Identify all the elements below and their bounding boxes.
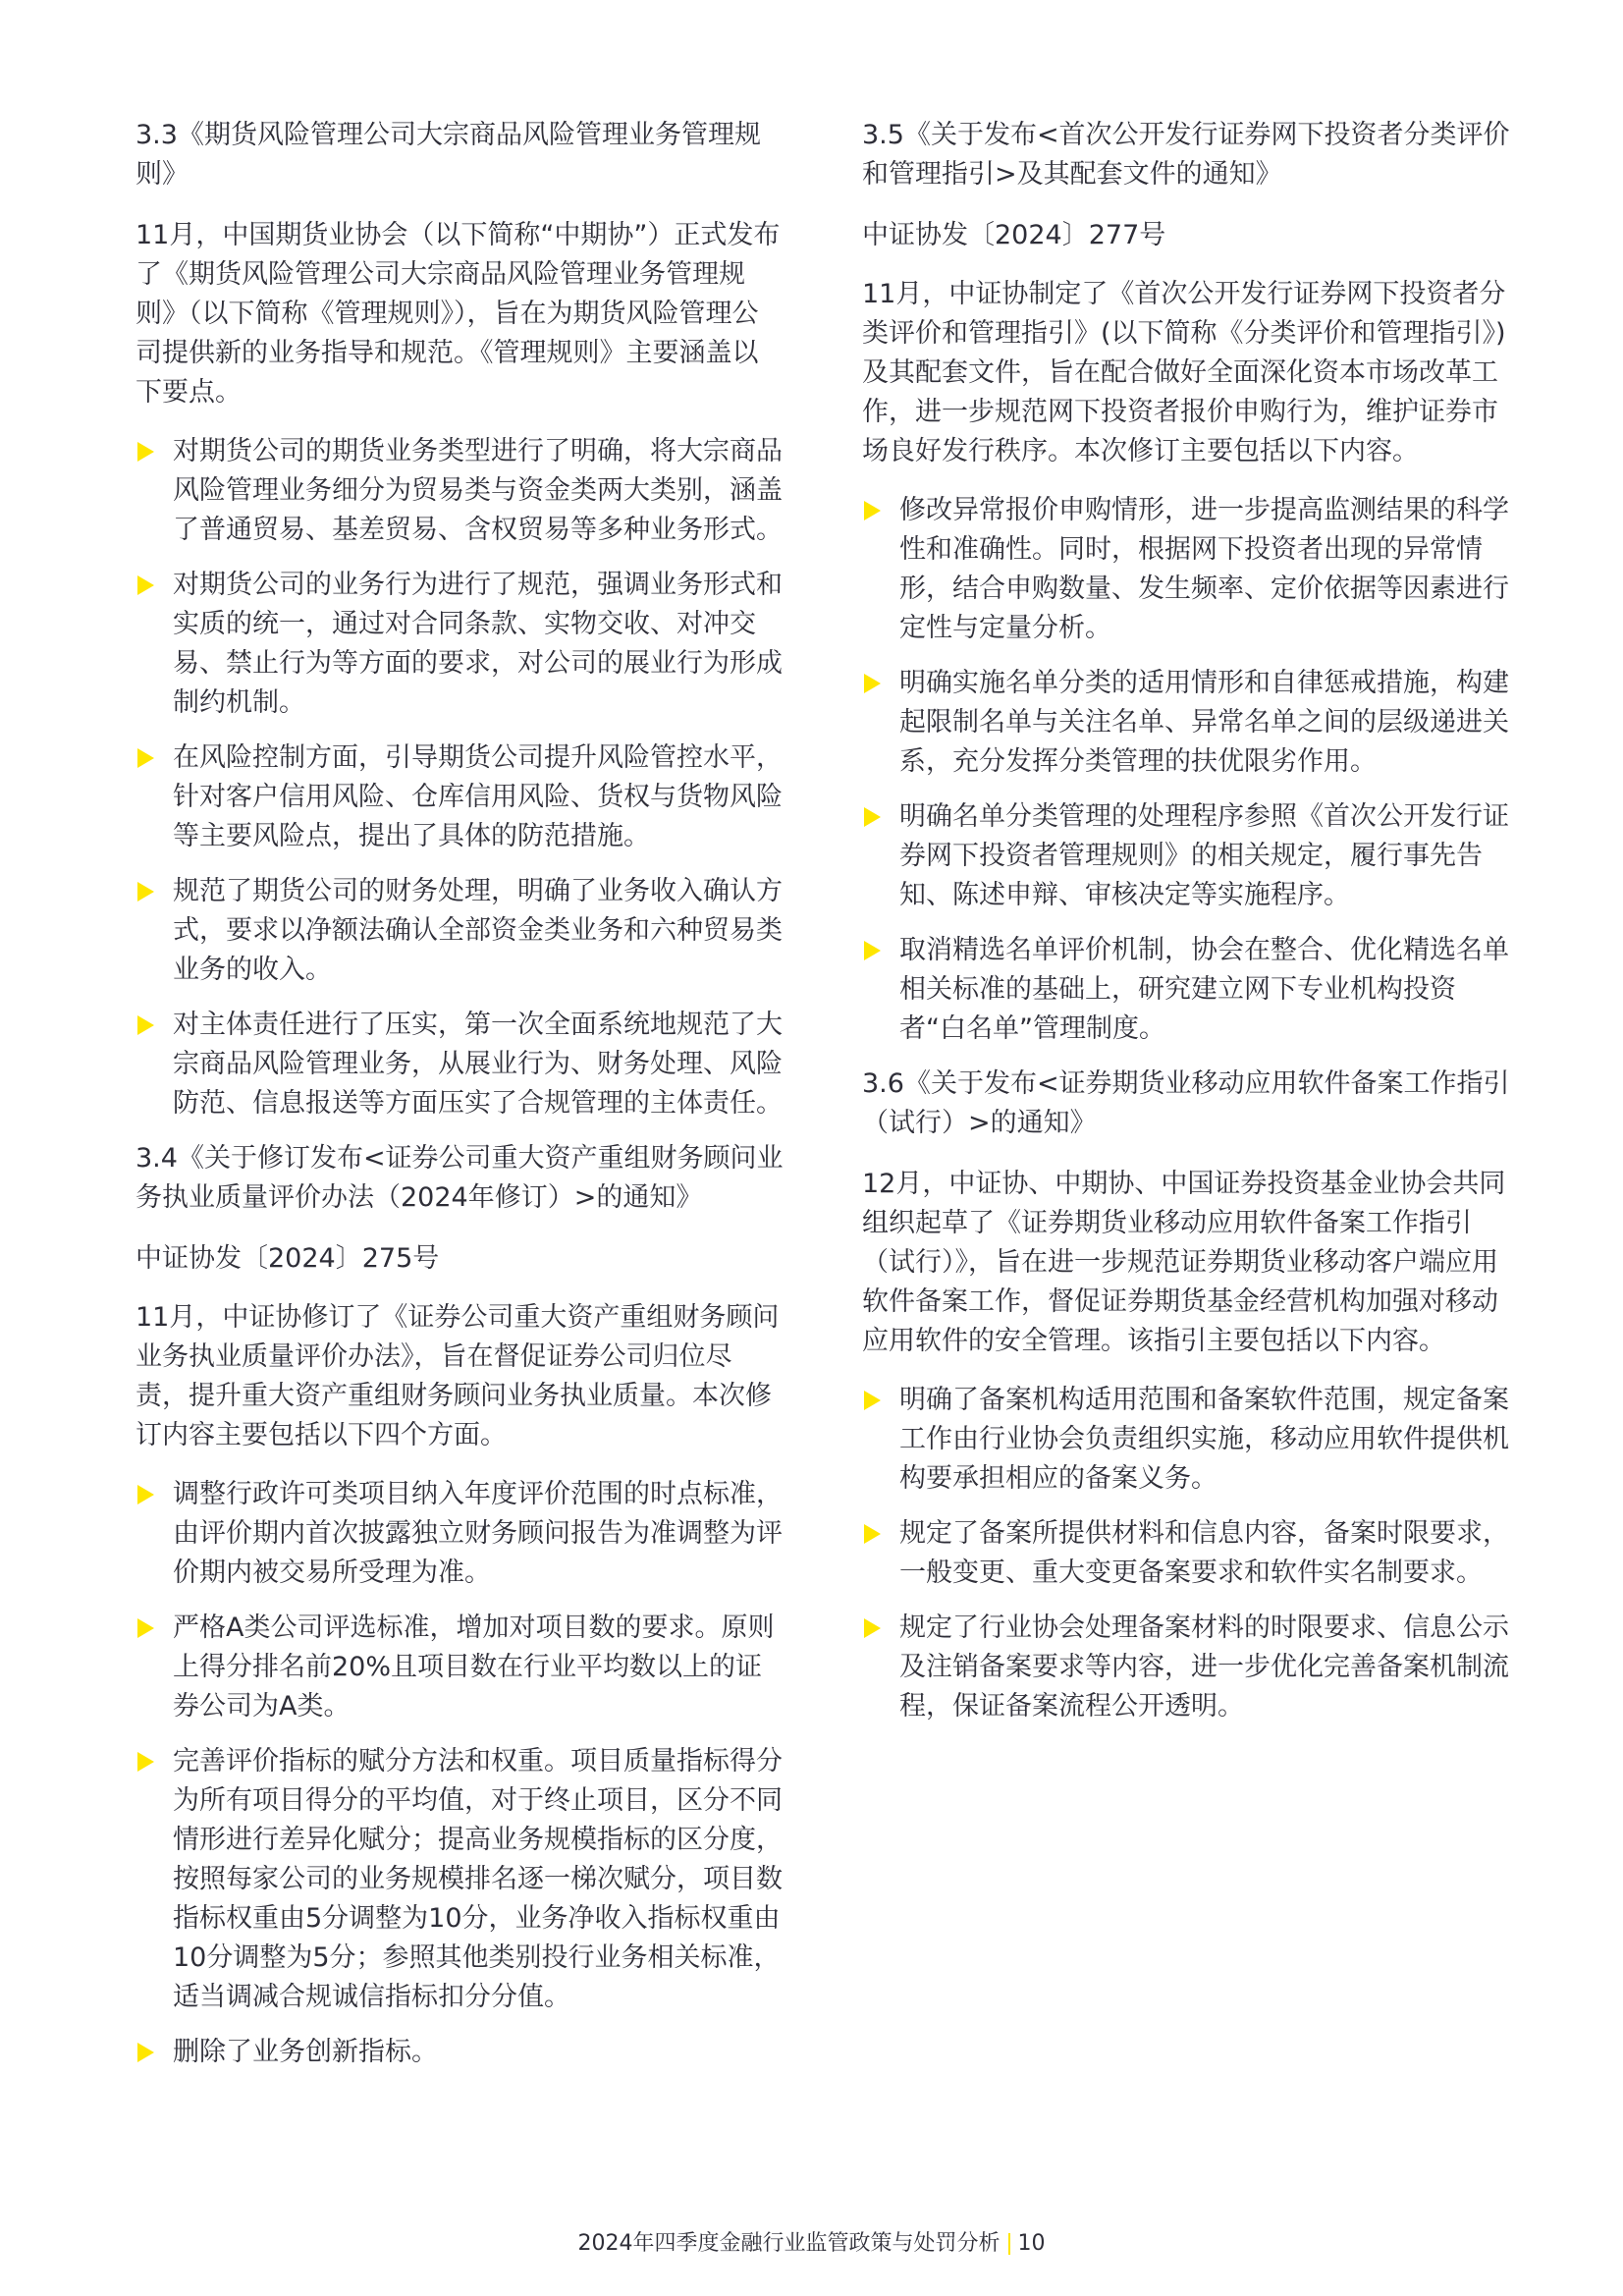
list-item-text: 规范了期货公司的财务处理，明确了业务收入确认方式，要求以净额法确认全部资金类业务和六种贸易类业务的收入。	[173, 876, 783, 985]
list-item	[135, 1475, 784, 1593]
section-intro: 11月，中证协制定了《首次公开发行证券网下投资者分类评价和管理指引》(以下简称《分类评价和管理指引》)及其配套文件，旨在配合做好全面深化资本市场改革工作，进一步规范网下投资者报价申购行为，维护证券市场良好发行秩序。本次修订主要包括以下内容。	[862, 279, 1506, 466]
bullet-list	[862, 1381, 1510, 1726]
list-item	[135, 1006, 784, 1123]
section-title: 3.6《关于发布<证券期货业移动应用软件备案工作指引（试行）>的通知》	[862, 1068, 1510, 1138]
document-number: 中证协发〔2024〕275号	[135, 1243, 440, 1274]
list-item-text: 规定了行业协会处理备案材料的时限要求、信息公示及注销备案要求等内容，进一步优化完善备案机制流程，保证备案流程公开透明。	[899, 1613, 1509, 1722]
list-item	[135, 1609, 784, 1726]
list-item	[862, 931, 1510, 1049]
right-column	[862, 116, 1510, 1742]
list-item	[862, 1514, 1510, 1593]
section-title: 3.4《关于修订发布<证券公司重大资产重组财务顾问业务执业质量评价办法（2024年修订）>的通知》	[135, 1143, 784, 1213]
left-column	[135, 116, 784, 2088]
list-item-text: 完善评价指标的赋分方法和权重。项目质量指标得分为所有项目得分的平均值，对于终止项目，区分不同情形进行差异化赋分；提高业务规模指标的区分度，按照每家公司的业务规模排名逐一梯次赋分，项目数指标权重由5分调整为10分，业务净收入指标权重由10分调整为5分；参照其他类别投行业务相关标准，适当调减合规诚信指标扣分分值。	[173, 1746, 783, 2012]
triangle-bullet-icon	[137, 1485, 154, 1504]
list-item	[862, 664, 1510, 782]
list-item-text: 对主体责任进行了压实，第一次全面系统地规范了大宗商品风险管理业务，从展业行为、财务处理、风险防范、信息报送等方面压实了合规管理的主体责任。	[173, 1010, 783, 1119]
list-item-text: 明确实施名单分类的适用情形和自律惩戒措施，构建起限制名单与关注名单、异常名单之间的层级递进关系，充分发挥分类管理的扶优限劣作用。	[899, 668, 1509, 777]
list-item-text: 在风险控制方面，引导期货公司提升风险管控水平，针对客户信用风险、仓库信用风险、货权与货物风险等主要风险点，提出了具体的防范措施。	[173, 742, 783, 851]
bullet-list	[862, 491, 1510, 1049]
section-intro: 11月，中证协修订了《证券公司重大资产重组财务顾问业务执业质量评价办法》，旨在督促证券公司归位尽责，提升重大资产重组财务顾问业务执业质量。本次修订内容主要包括以下四个方面。	[135, 1302, 780, 1450]
list-item	[862, 1381, 1510, 1499]
triangle-bullet-icon	[137, 2043, 154, 2062]
list-item-text: 对期货公司的期货业务类型进行了明确，将大宗商品风险管理业务细分为贸易类与资金类两大类别，涵盖了普通贸易、基差贸易、含权贸易等多种业务形式。	[173, 436, 783, 545]
list-item	[862, 1609, 1510, 1726]
list-item	[862, 797, 1510, 915]
section-3-6	[862, 1065, 1510, 1726]
list-item-text: 明确了备案机构适用范围和备案软件范围，规定备案工作由行业协会负责组织实施，移动应用软件提供机构要承担相应的备案义务。	[899, 1385, 1509, 1494]
triangle-bullet-icon	[137, 1015, 154, 1035]
list-item	[862, 491, 1510, 648]
list-item	[135, 872, 784, 990]
list-item	[135, 566, 784, 723]
triangle-bullet-icon	[864, 807, 881, 827]
triangle-bullet-icon	[137, 1752, 154, 1772]
triangle-bullet-icon	[137, 442, 154, 462]
section-3-3	[135, 116, 784, 1123]
triangle-bullet-icon	[137, 882, 154, 902]
triangle-bullet-icon	[864, 941, 881, 960]
section-title: 3.5《关于发布<首次公开发行证券网下投资者分类评价和管理指引>及其配套文件的通知》	[862, 120, 1510, 190]
list-item-text: 删除了业务创新指标。	[173, 2037, 438, 2067]
triangle-bullet-icon	[137, 748, 154, 768]
footer-separator	[1008, 2233, 1010, 2255]
list-item	[135, 2033, 784, 2072]
document-number: 中证协发〔2024〕277号	[862, 220, 1166, 250]
bullet-list	[135, 432, 784, 1123]
list-item-text: 调整行政许可类项目纳入年度评价范围的时点标准，由评价期内首次披露独立财务顾问报告为准调整为评价期内被交易所受理为准。	[173, 1479, 783, 1588]
triangle-bullet-icon	[864, 501, 881, 520]
list-item-text: 明确名单分类管理的处理程序参照《首次公开发行证券网下投资者管理规则》的相关规定，履行事先告知、陈述申辩、审核决定等实施程序。	[899, 801, 1509, 910]
bullet-list	[135, 1475, 784, 2072]
section-intro: 12月，中证协、中期协、中国证券投资基金业协会共同组织起草了《证券期货业移动应用软件备案工作指引（试行）》，旨在进一步规范证券期货业移动客户端应用软件备案工作，督促证券期货基金经营机构加强对移动应用软件的安全管理。该指引主要包括以下内容。	[862, 1169, 1506, 1356]
list-item-text: 对期货公司的业务行为进行了规范，强调业务形式和实质的统一，通过对合同条款、实物交收、对冲交易、禁止行为等方面的要求，对公司的展业行为形成制约机制。	[173, 570, 783, 718]
triangle-bullet-icon	[864, 1391, 881, 1410]
footer-title: 2024年四季度金融行业监管政策与处罚分析	[577, 2231, 1001, 2256]
list-item-text: 规定了备案所提供材料和信息内容，备案时限要求，一般变更、重大变更备案要求和软件实名制要求。	[899, 1518, 1509, 1588]
list-item	[135, 738, 784, 856]
section-title: 3.3《期货风险管理公司大宗商品风险管理业务管理规则》	[135, 120, 761, 190]
triangle-bullet-icon	[864, 674, 881, 693]
list-item-text: 取消精选名单评价机制，协会在整合、优化精选名单相关标准的基础上，研究建立网下专业机构投资者“白名单”管理制度。	[899, 935, 1509, 1044]
triangle-bullet-icon	[137, 1618, 154, 1638]
list-item	[135, 1742, 784, 2017]
list-item-text: 严格A类公司评选标准，增加对项目数的要求。原则上得分排名前20%且项目数在行业平均数以上的证券公司为A类。	[173, 1613, 775, 1722]
page-footer	[0, 2229, 1623, 2259]
list-item	[135, 432, 784, 550]
triangle-bullet-icon	[864, 1618, 881, 1638]
page-number: 10	[1017, 2231, 1046, 2256]
triangle-bullet-icon	[137, 575, 154, 595]
list-item-text: 修改异常报价申购情形，进一步提高监测结果的科学性和准确性。同时，根据网下投资者出现的异常情形，结合申购数量、发生频率、定价依据等因素进行定性与定量分析。	[899, 495, 1509, 643]
section-3-4	[135, 1139, 784, 2072]
triangle-bullet-icon	[864, 1524, 881, 1544]
section-intro: 11月，中国期货业协会（以下简称“中期协”）正式发布了《期货风险管理公司大宗商品风险管理业务管理规则》（以下简称《管理规则》），旨在为期货风险管理公司提供新的业务指导和规范。《管理规则》主要涵盖以下要点。	[135, 220, 781, 408]
section-3-5	[862, 116, 1510, 1049]
